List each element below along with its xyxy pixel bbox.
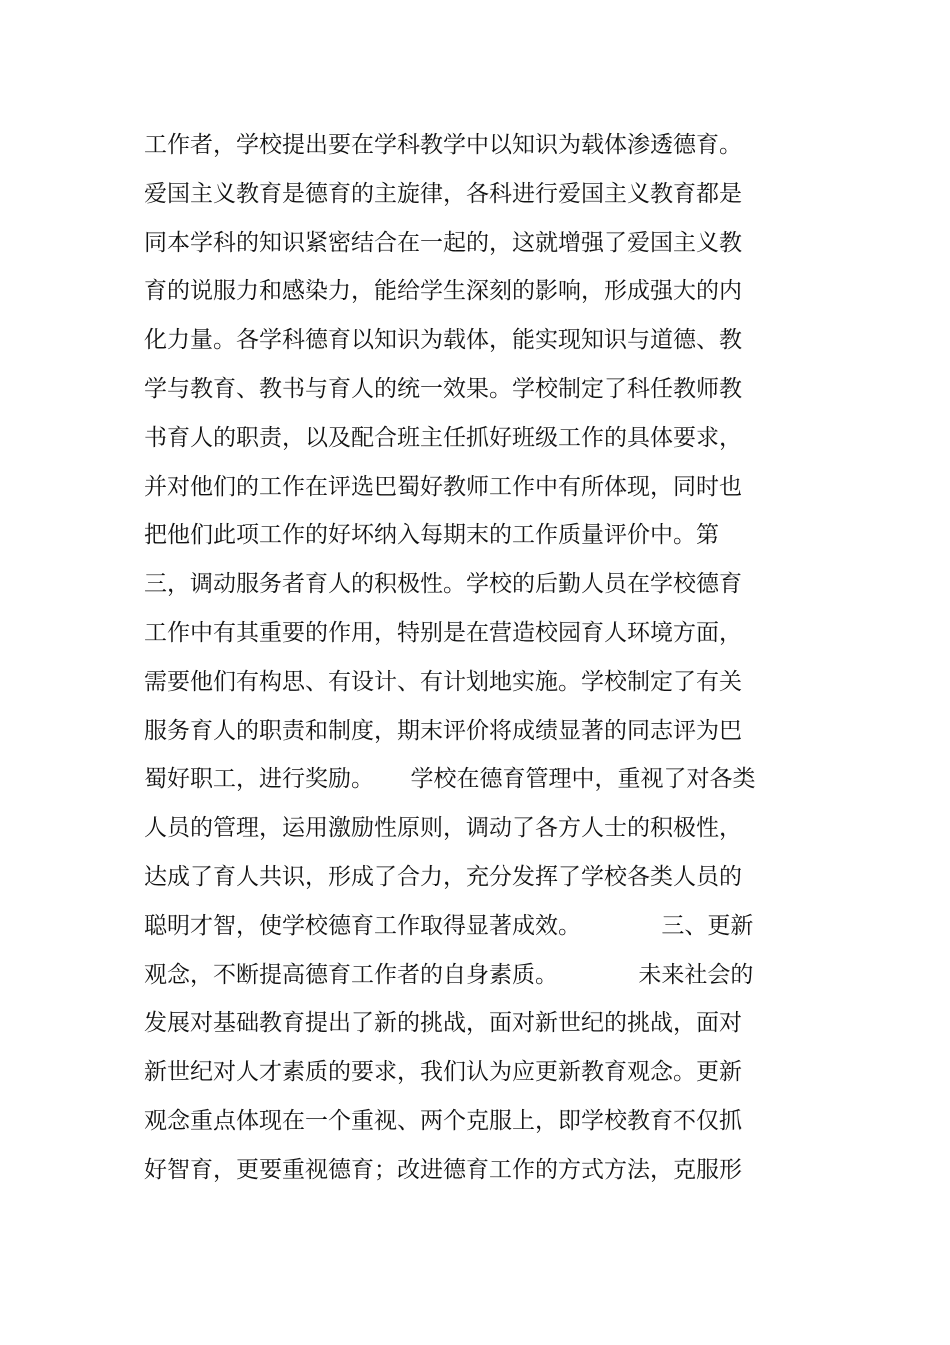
text-line-21: 观念重点体现在一个重视、两个克服上，即学校教育不仅抓 bbox=[144, 1107, 742, 1134]
text-line-19: 发展对基础教育提出了新的挑战，面对新世纪的挑战，面对 bbox=[144, 1010, 742, 1037]
text-line-10: 三，调动服务者育人的积极性。学校的后勤人员在学校德育 bbox=[144, 571, 742, 598]
text-line-17: 聪明才智，使学校德育工作取得显著成效。 三、更新 bbox=[144, 912, 754, 939]
text-line-3: 同本学科的知识紧密结合在一起的，这就增强了爱国主义教 bbox=[144, 229, 742, 256]
text-line-12: 需要他们有构思、有设计、有计划地实施。学校制定了有关 bbox=[144, 668, 742, 695]
text-line-15: 人员的管理，运用激励性原则，调动了各方人士的积极性， bbox=[144, 815, 742, 842]
text-line-1: 工作者，学校提出要在学科教学中以知识为载体渗透德育。 bbox=[144, 132, 742, 158]
text-line-22: 好智育，更要重视德育；改进德育工作的方式方法，克服形 bbox=[144, 1156, 742, 1183]
text-line-16: 达成了育人共识，形成了合力，充分发挥了学校各类人员的 bbox=[144, 863, 742, 890]
text-line-8: 并对他们的工作在评选巴蜀好教师工作中有所体现，同时也 bbox=[144, 473, 742, 500]
text-line-9: 把他们此项工作的好坏纳入每期末的工作质量评价中。第 bbox=[144, 522, 719, 549]
text-line-18: 观念，不断提高德育工作者的自身素质。 未来社会的 bbox=[144, 961, 754, 988]
text-line-4: 育的说服力和感染力，能给学生深刻的影响，形成强大的内 bbox=[144, 278, 742, 305]
text-line-14: 蜀好职工，进行奖励。 学校在德育管理中，重视了对各类 bbox=[144, 766, 756, 793]
text-line-2: 爱国主义教育是德育的主旋律，各科进行爱国主义教育都是 bbox=[144, 180, 742, 207]
text-line-13: 服务育人的职责和制度，期末评价将成绩显著的同志评为巴 bbox=[144, 717, 742, 744]
text-line-6: 学与教育、教书与育人的统一效果。学校制定了科任教师教 bbox=[144, 375, 742, 402]
body-text bbox=[144, 121, 844, 1195]
text-line-20: 新世纪对人才素质的要求，我们认为应更新教育观念。更新 bbox=[144, 1059, 742, 1086]
text-line-11: 工作中有其重要的作用，特别是在营造校园育人环境方面， bbox=[144, 619, 742, 646]
text-line-7: 书育人的职责，以及配合班主任抓好班级工作的具体要求， bbox=[144, 424, 742, 451]
text-line-5: 化力量。各学科德育以知识为载体，能实现知识与道德、教 bbox=[144, 327, 742, 354]
